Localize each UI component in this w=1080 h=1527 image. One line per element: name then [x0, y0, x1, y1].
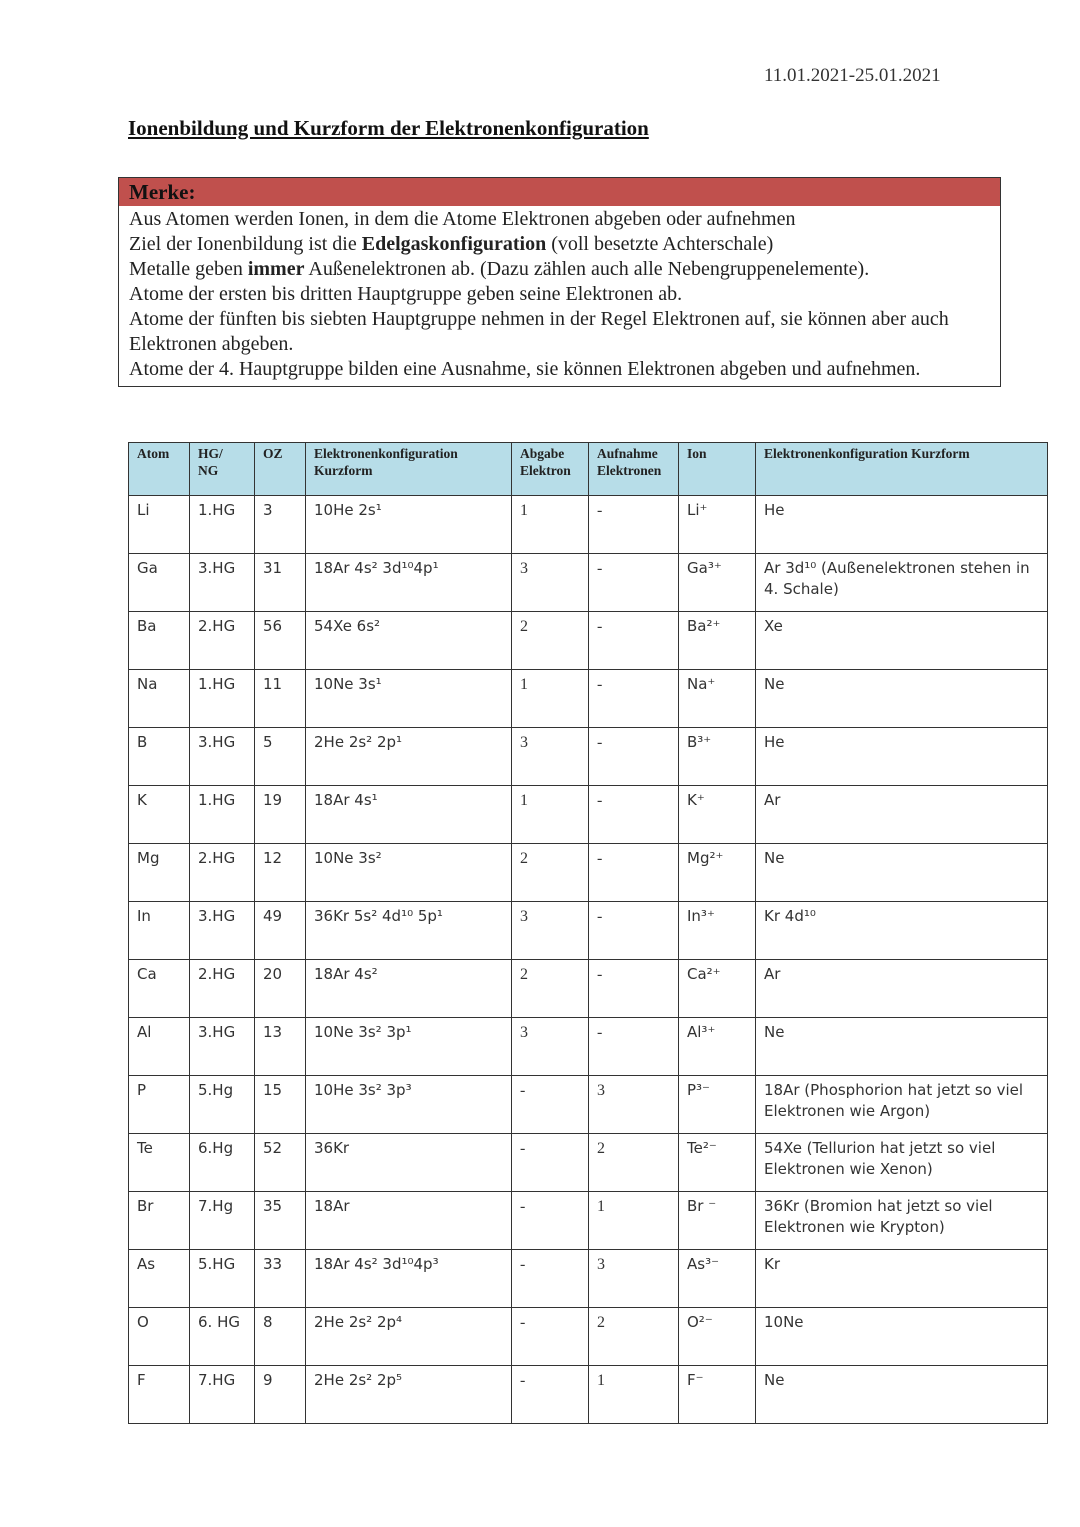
cell-electron-config: 10Ne 3s²	[306, 844, 512, 902]
cell-ion: K⁺	[679, 786, 756, 844]
cell-oz: 3	[255, 496, 306, 554]
header-ion: Ion	[679, 443, 756, 496]
table-row	[129, 1134, 1048, 1192]
cell-ion-electron-config: Ne	[756, 1366, 1048, 1424]
cell-electron-config: 36Kr 5s² 4d¹⁰ 5p¹	[306, 902, 512, 960]
cell-ion-electron-config: 10Ne	[756, 1308, 1048, 1366]
cell-ion: As³⁻	[679, 1250, 756, 1308]
table-row	[129, 554, 1048, 612]
cell-ion: Mg²⁺	[679, 844, 756, 902]
cell-ion-electron-config: He	[756, 496, 1048, 554]
cell-atom: Te	[129, 1134, 190, 1192]
cell-ion-electron-config: Ar	[756, 786, 1048, 844]
cell-hg: 6. HG	[190, 1308, 255, 1366]
cell-atom: Li	[129, 496, 190, 554]
merke-line-1: Aus Atomen werden Ionen, in dem die Atome Elektronen abgeben oder aufnehmen	[129, 208, 796, 230]
cell-abgabe: 2	[512, 612, 589, 670]
electron-config-table	[128, 442, 1048, 1424]
header-hg-ng: HG/ NG	[190, 443, 255, 496]
table-row	[129, 786, 1048, 844]
cell-electron-config: 10He 2s¹	[306, 496, 512, 554]
cell-hg: 1.HG	[190, 786, 255, 844]
cell-electron-config: 10Ne 3s² 3p¹	[306, 1018, 512, 1076]
table-row	[129, 670, 1048, 728]
cell-aufnahme: -	[589, 728, 679, 786]
table-row	[129, 1250, 1048, 1308]
cell-hg: 1.HG	[190, 670, 255, 728]
cell-hg: 7.Hg	[190, 1192, 255, 1250]
cell-atom: F	[129, 1366, 190, 1424]
cell-abgabe: 2	[512, 960, 589, 1018]
cell-abgabe: -	[512, 1250, 589, 1308]
cell-aufnahme: -	[589, 844, 679, 902]
header-electron-config: Elektronenkonfiguration Kurzform	[306, 443, 512, 496]
cell-ion: B³⁺	[679, 728, 756, 786]
cell-oz: 11	[255, 670, 306, 728]
cell-oz: 8	[255, 1308, 306, 1366]
cell-ion-electron-config: Kr	[756, 1250, 1048, 1308]
table-row	[129, 1366, 1048, 1424]
cell-aufnahme: -	[589, 786, 679, 844]
cell-atom: Na	[129, 670, 190, 728]
merke-line-2: Ziel der Ionenbildung ist die Edelgaskonfiguration (voll besetzte Achterschale)	[129, 233, 774, 255]
cell-oz: 35	[255, 1192, 306, 1250]
cell-oz: 49	[255, 902, 306, 960]
cell-ion-electron-config: Kr 4d¹⁰	[756, 902, 1048, 960]
cell-electron-config: 36Kr	[306, 1134, 512, 1192]
cell-hg: 3.HG	[190, 902, 255, 960]
cell-hg: 1.HG	[190, 496, 255, 554]
cell-electron-config: 2He 2s² 2p¹	[306, 728, 512, 786]
cell-electron-config: 10He 3s² 3p³	[306, 1076, 512, 1134]
cell-hg: 3.HG	[190, 1018, 255, 1076]
cell-electron-config: 54Xe 6s²	[306, 612, 512, 670]
cell-ion: Ca²⁺	[679, 960, 756, 1018]
cell-ion: Ga³⁺	[679, 554, 756, 612]
merke-line-4: Atome der ersten bis dritten Hauptgruppe geben seine Elektronen ab.	[129, 283, 683, 305]
cell-ion-electron-config: 36Kr (Bromion hat jetzt so viel Elektronen wie Krypton)	[756, 1192, 1048, 1250]
table-header-row	[129, 443, 1048, 496]
merke-line-6: Atome der 4. Hauptgruppe bilden eine Ausnahme, sie können Elektronen abgeben und aufnehmen.	[129, 358, 921, 380]
cell-oz: 20	[255, 960, 306, 1018]
cell-ion: Na⁺	[679, 670, 756, 728]
cell-ion-electron-config: Ar	[756, 960, 1048, 1018]
header-atom: Atom	[129, 443, 190, 496]
cell-abgabe: 1	[512, 496, 589, 554]
cell-atom: Ca	[129, 960, 190, 1018]
cell-electron-config: 18Ar 4s¹	[306, 786, 512, 844]
cell-hg: 3.HG	[190, 728, 255, 786]
table-row	[129, 496, 1048, 554]
merke-body	[119, 206, 1000, 386]
cell-ion-electron-config: Ne	[756, 670, 1048, 728]
table-row	[129, 1076, 1048, 1134]
cell-atom: As	[129, 1250, 190, 1308]
cell-aufnahme: 1	[589, 1366, 679, 1424]
cell-ion: P³⁻	[679, 1076, 756, 1134]
cell-hg: 2.HG	[190, 844, 255, 902]
table-row	[129, 1192, 1048, 1250]
cell-hg: 2.HG	[190, 612, 255, 670]
cell-ion: Al³⁺	[679, 1018, 756, 1076]
cell-ion-electron-config: Ne	[756, 844, 1048, 902]
cell-aufnahme: 1	[589, 1192, 679, 1250]
page-title: Ionenbildung und Kurzform der Elektronenkonfiguration	[128, 116, 649, 140]
cell-oz: 56	[255, 612, 306, 670]
cell-atom: P	[129, 1076, 190, 1134]
cell-ion-electron-config: Xe	[756, 612, 1048, 670]
cell-ion: Te²⁻	[679, 1134, 756, 1192]
cell-electron-config: 2He 2s² 2p⁵	[306, 1366, 512, 1424]
cell-ion: Br ⁻	[679, 1192, 756, 1250]
cell-abgabe: 3	[512, 902, 589, 960]
merke-line-3: Metalle geben immer Außenelektronen ab. (Dazu zählen auch alle Nebengruppenelemente).	[129, 258, 870, 280]
cell-hg: 5.Hg	[190, 1076, 255, 1134]
cell-abgabe: 3	[512, 1018, 589, 1076]
cell-atom: In	[129, 902, 190, 960]
cell-electron-config: 18Ar 4s²	[306, 960, 512, 1018]
cell-aufnahme: -	[589, 496, 679, 554]
cell-oz: 33	[255, 1250, 306, 1308]
cell-atom: Ga	[129, 554, 190, 612]
table-row	[129, 1018, 1048, 1076]
cell-oz: 19	[255, 786, 306, 844]
cell-aufnahme: -	[589, 902, 679, 960]
cell-oz: 15	[255, 1076, 306, 1134]
cell-electron-config: 18Ar 4s² 3d¹⁰4p¹	[306, 554, 512, 612]
cell-ion: F⁻	[679, 1366, 756, 1424]
cell-oz: 13	[255, 1018, 306, 1076]
cell-ion: Ba²⁺	[679, 612, 756, 670]
cell-oz: 12	[255, 844, 306, 902]
table-row	[129, 902, 1048, 960]
cell-ion: Li⁺	[679, 496, 756, 554]
cell-ion-electron-config: 18Ar (Phosphorion hat jetzt so viel Elektronen wie Argon)	[756, 1076, 1048, 1134]
cell-abgabe: 2	[512, 844, 589, 902]
cell-aufnahme: 2	[589, 1308, 679, 1366]
cell-atom: Mg	[129, 844, 190, 902]
cell-hg: 2.HG	[190, 960, 255, 1018]
cell-atom: Al	[129, 1018, 190, 1076]
cell-ion-electron-config: 54Xe (Tellurion hat jetzt so viel Elektronen wie Xenon)	[756, 1134, 1048, 1192]
cell-electron-config: 18Ar 4s² 3d¹⁰4p³	[306, 1250, 512, 1308]
cell-atom: Br	[129, 1192, 190, 1250]
cell-hg: 6.Hg	[190, 1134, 255, 1192]
table-row	[129, 728, 1048, 786]
cell-oz: 9	[255, 1366, 306, 1424]
cell-atom: B	[129, 728, 190, 786]
cell-hg: 5.HG	[190, 1250, 255, 1308]
cell-abgabe: 1	[512, 670, 589, 728]
cell-aufnahme: 3	[589, 1076, 679, 1134]
merke-line-5: Atome der fünften bis siebten Hauptgruppe nehmen in der Regel Elektronen auf, sie können aber auch Elektronen abgeben.	[129, 308, 949, 355]
header-aufnahme: Aufnahme Elektronen	[589, 443, 679, 496]
cell-abgabe: -	[512, 1076, 589, 1134]
cell-atom: Ba	[129, 612, 190, 670]
cell-ion-electron-config: Ne	[756, 1018, 1048, 1076]
cell-abgabe: 3	[512, 554, 589, 612]
cell-aufnahme: -	[589, 554, 679, 612]
cell-aufnahme: 2	[589, 1134, 679, 1192]
cell-oz: 52	[255, 1134, 306, 1192]
cell-abgabe: 1	[512, 786, 589, 844]
table-row	[129, 612, 1048, 670]
cell-hg: 3.HG	[190, 554, 255, 612]
cell-abgabe: -	[512, 1308, 589, 1366]
cell-abgabe: 3	[512, 728, 589, 786]
cell-abgabe: -	[512, 1192, 589, 1250]
table-row	[129, 1308, 1048, 1366]
cell-atom: K	[129, 786, 190, 844]
table-row	[129, 844, 1048, 902]
table-row	[129, 960, 1048, 1018]
cell-ion: In³⁺	[679, 902, 756, 960]
date-range: 11.01.2021-25.01.2021	[764, 65, 941, 86]
cell-aufnahme: 3	[589, 1250, 679, 1308]
cell-atom: O	[129, 1308, 190, 1366]
cell-ion: O²⁻	[679, 1308, 756, 1366]
header-abgabe: Abgabe Elektron	[512, 443, 589, 496]
merke-box	[118, 177, 1001, 387]
cell-ion-electron-config: Ar 3d¹⁰ (Außenelektronen stehen in 4. Schale)	[756, 554, 1048, 612]
cell-aufnahme: -	[589, 670, 679, 728]
merke-heading: Merke:	[119, 178, 1000, 206]
cell-oz: 31	[255, 554, 306, 612]
cell-aufnahme: -	[589, 612, 679, 670]
cell-abgabe: -	[512, 1366, 589, 1424]
header-ion-electron-config: Elektronenkonfiguration Kurzform	[756, 443, 1048, 496]
cell-ion-electron-config: He	[756, 728, 1048, 786]
header-oz: OZ	[255, 443, 306, 496]
cell-oz: 5	[255, 728, 306, 786]
cell-electron-config: 10Ne 3s¹	[306, 670, 512, 728]
cell-abgabe: -	[512, 1134, 589, 1192]
cell-electron-config: 18Ar	[306, 1192, 512, 1250]
cell-aufnahme: -	[589, 960, 679, 1018]
cell-hg: 7.HG	[190, 1366, 255, 1424]
cell-electron-config: 2He 2s² 2p⁴	[306, 1308, 512, 1366]
cell-aufnahme: -	[589, 1018, 679, 1076]
